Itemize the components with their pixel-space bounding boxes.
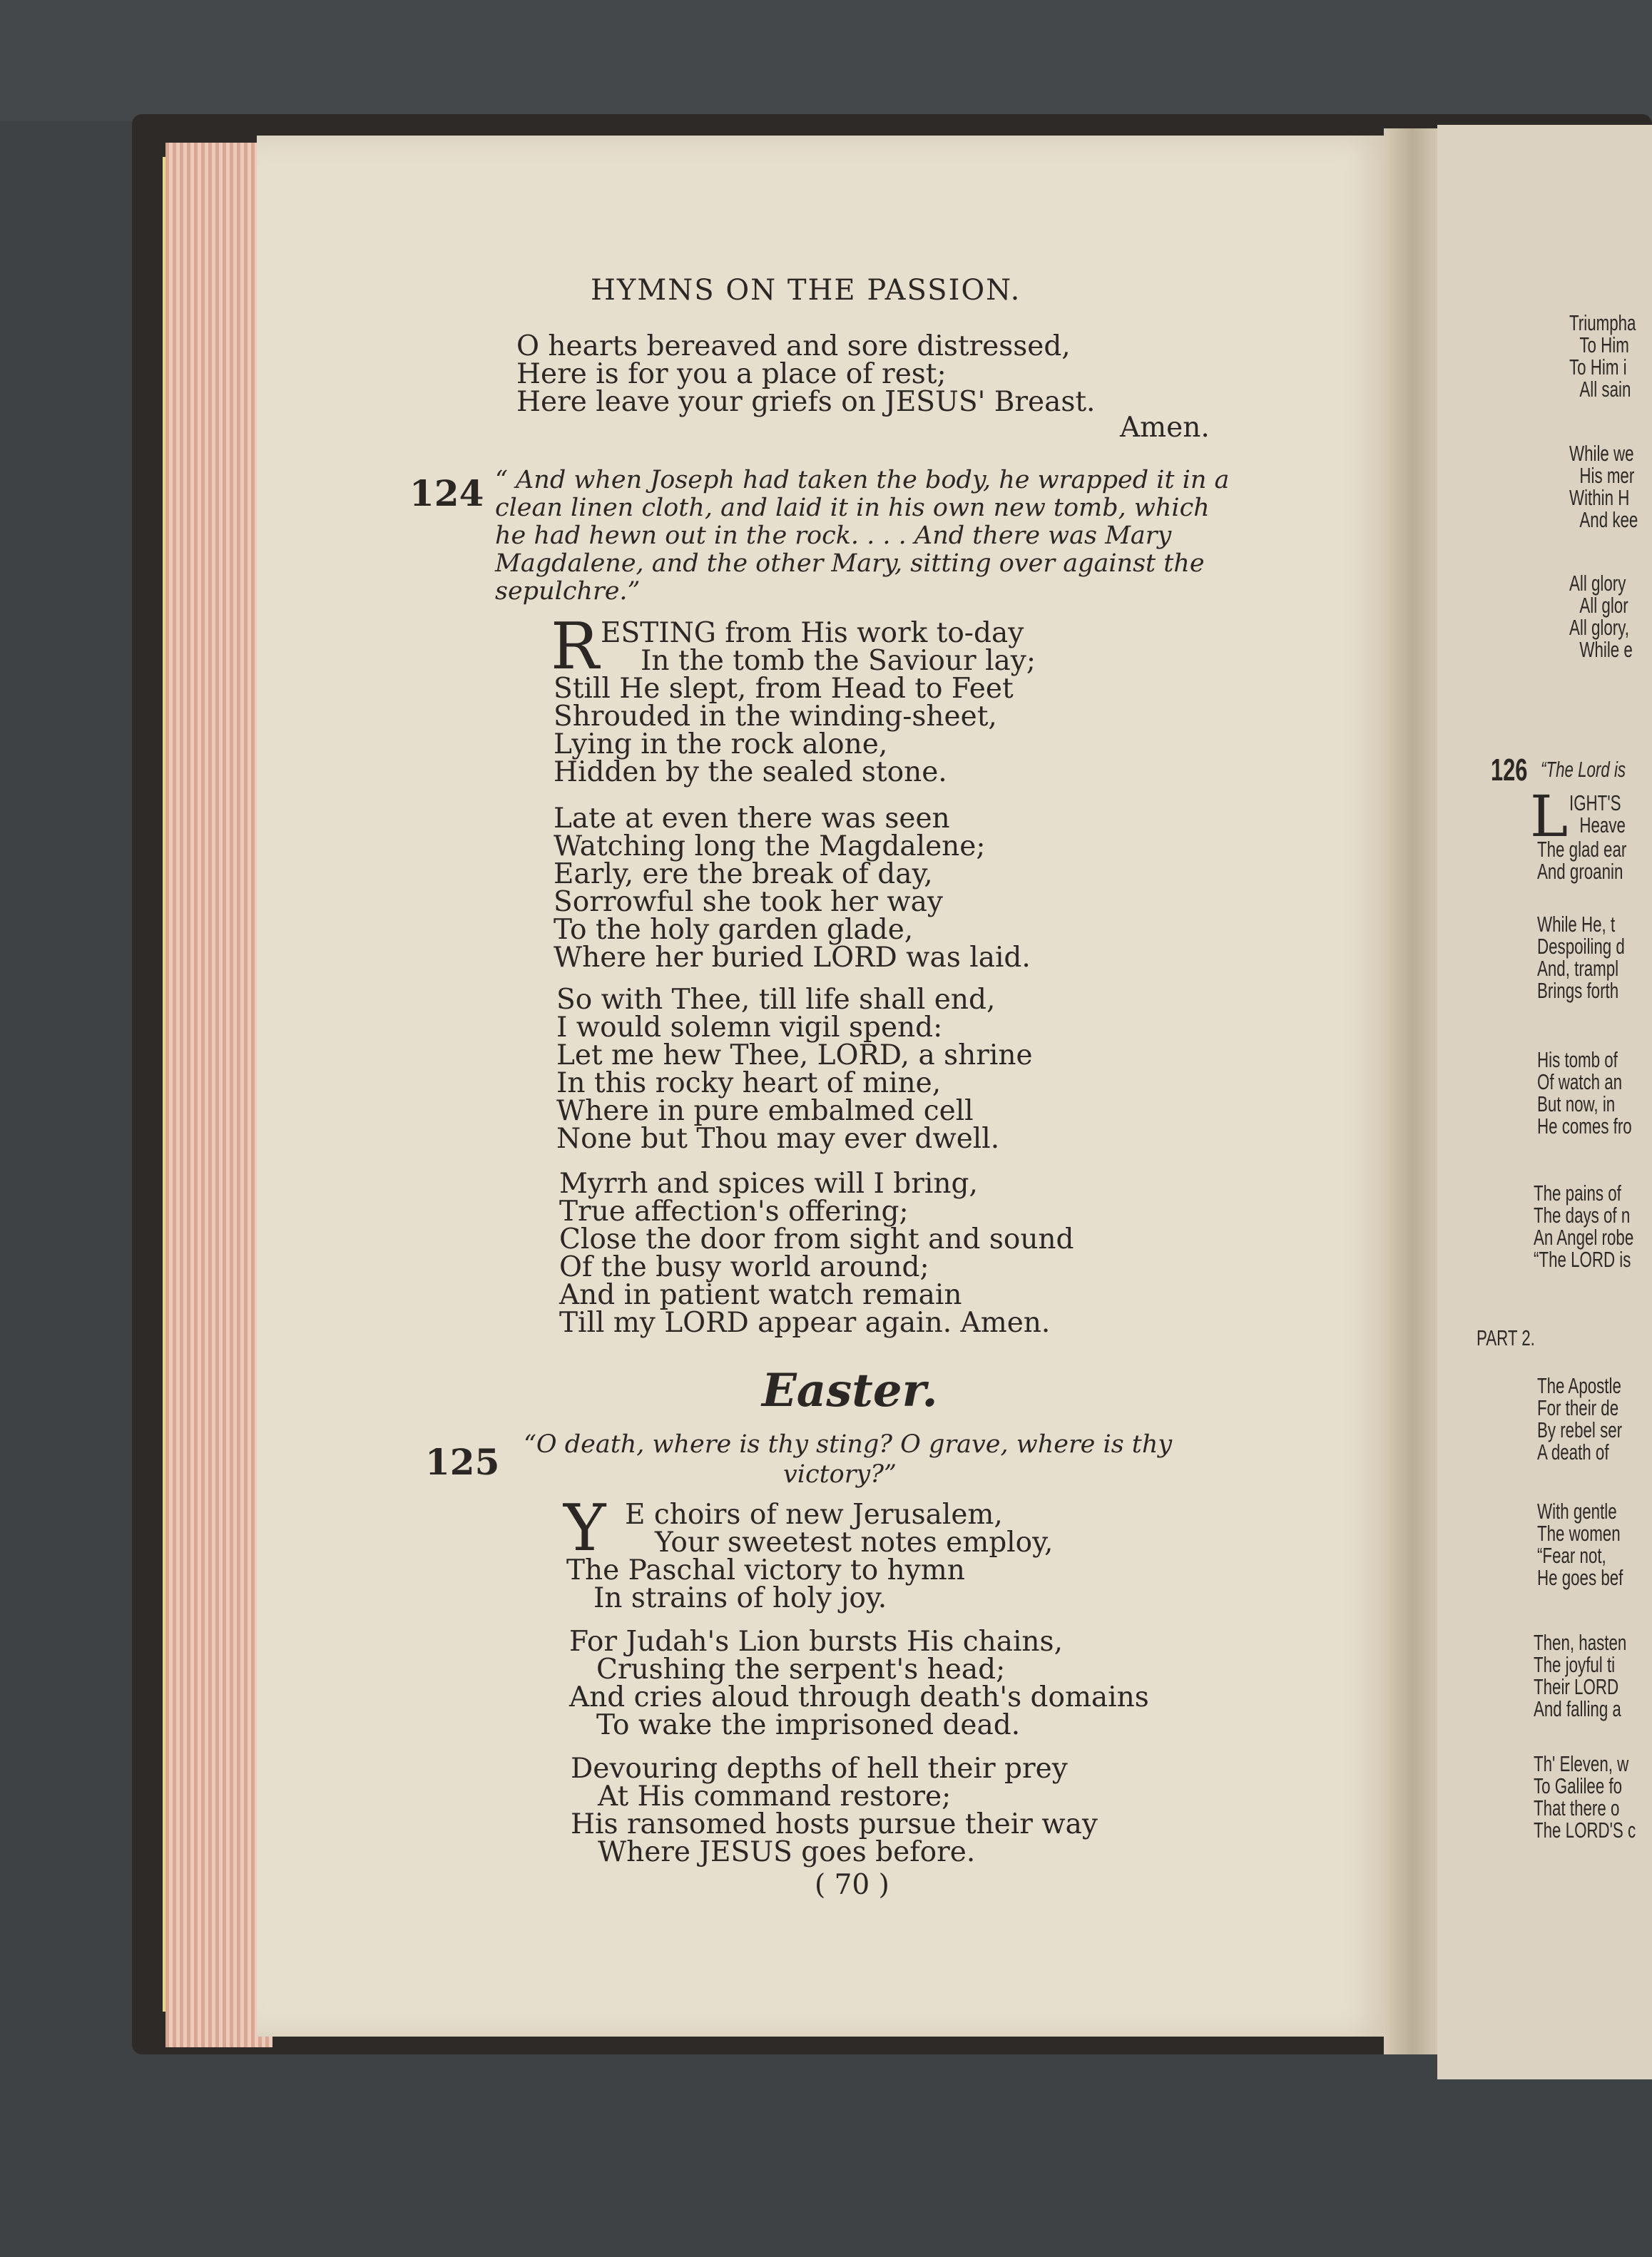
hymn-126-dropcap: L: [1530, 783, 1569, 850]
backdrop: [0, 0, 1652, 121]
page-number: ( 70 ): [815, 1869, 889, 1901]
running-header: HYMNS ON THE PASSION.: [591, 274, 1021, 307]
part-2-label: PART 2.: [1477, 1325, 1535, 1350]
hymn-126-number: 126: [1491, 753, 1528, 788]
hymn-125-stanza-3: Devouring depths of hell their prey At His command restore; His ransomed hosts pursue their way Where JESUS goes before.: [571, 1753, 1098, 1868]
right-block-7: The pains of The days of n An Angel robe “The LORD is: [1534, 1181, 1634, 1272]
right-block-8: The Apostle For their de By rebel ser A death of: [1537, 1373, 1623, 1464]
hymn-124-stanza-3: So with Thee, till life shall end, I would solemn vigil spend: Let me hew Thee, LORD, a shrine In this rocky heart of mine, Where in pure embalmed cell None but Thou may ever dwell.: [556, 984, 1033, 1155]
opening-stanza: O hearts bereaved and sore distressed, Here is for you a place of rest; Here leave your griefs on JESUS' Breast.: [516, 330, 1096, 418]
hymn-125-epigraph-line-2: victory?”: [783, 1460, 897, 1489]
right-block-4: The glad ear And groanin: [1537, 837, 1627, 884]
hymn-124-epigraph: “ And when Joseph had taken the body, he wrapped it in a clean linen cloth, and laid it in his own new tomb, which he had hewn out in the rock. . . . And there was Mary Magdalene, and the other Mary, sitting over against the sepulchre.”: [495, 466, 1230, 606]
hymn-124-stanza-1: ESTING from His work to-day In the tomb the Saviour lay; Still He slept, from Head to Feet Shrouded in the winding-sheet, Lying in the rock alone, Hidden by the sealed stone.: [554, 617, 1036, 788]
hymn-124-stanza-2: Late at even there was seen Watching long the Magdalene; Early, ere the break of day, Sorrowful she took her way To the holy garden glade, Where her buried LORD was laid.: [554, 803, 1031, 974]
hymn-125-epigraph-line-1: “O death, where is thy sting? O grave, where is thy: [524, 1430, 1173, 1459]
hymn-125-stanza-1: E choirs of new Jerusalem, Your sweetest notes employ, The Paschal victory to hymn In strains of holy joy.: [566, 1499, 1054, 1614]
right-page: [1437, 125, 1652, 2079]
right-block-6: His tomb of Of watch an But now, in He comes fro: [1537, 1047, 1632, 1138]
right-block-5: While He, t Despoiling d And, trampl Brings forth: [1537, 912, 1625, 1003]
hymn-126-first-lines: IGHT'S Heave: [1569, 790, 1626, 837]
right-block-2: While we His mer Within H And kee: [1569, 441, 1638, 532]
hymn-126-epigraph: “The Lord is: [1541, 757, 1626, 782]
hymn-125-dropcap: Y: [564, 1491, 606, 1566]
right-block-3: All glory All glor All glory, While e: [1569, 571, 1633, 662]
right-block-9: With gentle The women “Fear not, He goes bef: [1537, 1499, 1623, 1590]
hymn-125-number: 125: [425, 1441, 500, 1483]
hymn-124-number: 124: [409, 472, 484, 514]
hymn-124-dropcap: R: [551, 609, 599, 684]
book-gutter: [1384, 128, 1441, 2054]
right-block-1: Triumpha To Him To Him i All sain: [1569, 310, 1636, 402]
opening-amen: Amen.: [1120, 412, 1210, 444]
hymn-125-stanza-2: For Judah's Lion bursts His chains, Crushing the serpent's head; And cries aloud through death's domains To wake the imprisoned dead.: [569, 1626, 1149, 1741]
right-block-10: Then, hasten The joyful ti Their LORD And falling a: [1534, 1630, 1627, 1721]
section-title-easter: Easter.: [762, 1364, 938, 1417]
right-block-11: Th' Eleven, w To Galilee fo That there o The LORD'S c: [1534, 1751, 1636, 1843]
hymn-124-stanza-4: Myrrh and spices will I bring, True affection's offering; Close the door from sight and sound Of the busy world around; And in patient watch remain Till my LORD appear again. Amen.: [559, 1168, 1074, 1339]
